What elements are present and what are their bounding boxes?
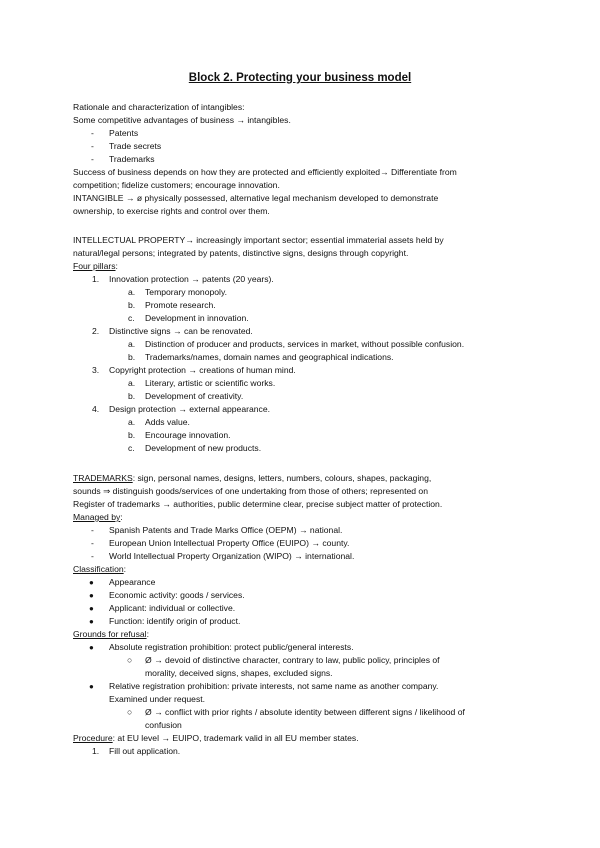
list-item: Economic activity: goods / services.	[109, 590, 245, 600]
bullet-marker: ●	[89, 591, 94, 600]
colon: :	[146, 629, 149, 639]
dash-marker: -	[91, 128, 94, 138]
procedure-label: Procedure	[73, 733, 113, 743]
paragraph-line	[73, 472, 431, 485]
list-number: 2.	[92, 326, 100, 336]
dash-marker: -	[91, 141, 94, 151]
section-label	[73, 628, 149, 641]
dash-marker: -	[91, 154, 94, 164]
circle-marker: ○	[127, 707, 133, 717]
sub-item: confusion	[145, 720, 182, 730]
trademarks-definition: : sign, personal names, designs, letters, numbers, colours, shapes, packaging,	[132, 473, 432, 483]
list-number: 1.	[92, 746, 100, 756]
sub-item: Promote research.	[145, 300, 216, 310]
paragraph-line: competition; fidelize customers; encourage innovation.	[73, 180, 280, 190]
managed-by-label: Managed by	[73, 512, 121, 522]
sub-item: Literary, artistic or scientific works.	[145, 378, 276, 388]
paragraph-line: INTANGIBLE → ø physically possessed, alternative legal mechanism developed to demonstrate	[73, 193, 439, 203]
sub-item: Development of new products.	[145, 443, 262, 453]
dash-marker: -	[91, 551, 94, 561]
intro-advantages: Some competitive advantages of business → intangibles.	[73, 115, 291, 125]
colon: :	[120, 512, 123, 522]
list-item: Spanish Patents and Trade Marks Office (OEPM) → national.	[109, 525, 343, 535]
section-label	[73, 260, 118, 273]
list-item: Applicant: individual or collective.	[109, 603, 236, 613]
list-letter: a.	[128, 378, 136, 388]
list-item: Trade secrets	[109, 141, 162, 151]
list-item: Function: identify origin of product.	[109, 616, 241, 626]
list-item: Relative registration prohibition: private interests, not same name as another company.	[109, 681, 439, 691]
sub-item: Distinction of producer and products, services in market, without possible confusion.	[145, 339, 465, 349]
bullet-marker: ●	[89, 682, 94, 691]
list-letter: c.	[128, 443, 135, 453]
bullet-marker: ●	[89, 604, 94, 613]
bullet-marker: ●	[89, 643, 94, 652]
sub-item: Development of creativity.	[145, 391, 244, 401]
list-letter: b.	[128, 430, 136, 440]
grounds-label: Grounds for refusal	[73, 629, 147, 639]
bullet-marker: ●	[89, 617, 94, 626]
sub-item: morality, deceived signs, shapes, excluded signs.	[145, 668, 333, 678]
colon: :	[123, 564, 127, 574]
list-letter: b.	[128, 391, 136, 401]
list-letter: a.	[128, 417, 136, 427]
procedure-text: : at EU level → EUIPO, trademark valid in all EU member states.	[112, 733, 359, 743]
list-item: Copyright protection → creations of human mind.	[109, 365, 296, 375]
paragraph-line: natural/legal persons; integrated by patents, distinctive signs, designs through copyright.	[73, 248, 409, 258]
dash-marker: -	[91, 525, 94, 535]
paragraph-line: sounds ⇒ distinguish goods/services of one undertaking from those of others; represented on	[73, 486, 428, 496]
sub-item: Ø → conflict with prior rights / absolute identity between different signs / likelihood of	[145, 707, 465, 717]
list-letter: b.	[128, 352, 136, 362]
list-item: Appearance	[109, 577, 156, 587]
list-item: Fill out application.	[109, 746, 181, 756]
list-item: World Intellectual Property Organization (WIPO) → international.	[109, 551, 355, 561]
list-item: Patents	[109, 128, 139, 138]
circle-marker: ○	[127, 655, 133, 665]
page-title: Block 2. Protecting your business model	[188, 72, 412, 84]
list-number: 1.	[92, 274, 100, 284]
paragraph-line: Success of business depends on how they are protected and efficiently exploited→ Differentiate from	[73, 167, 457, 177]
paragraph-line	[73, 732, 359, 745]
list-number: 4.	[92, 404, 100, 414]
list-item: Design protection → external appearance.	[109, 404, 270, 414]
sub-item: Encourage innovation.	[145, 430, 231, 440]
paragraph-line: Register of trademarks → authorities, public determine clear, precise subject matter of protection.	[73, 499, 443, 509]
paragraph-line: ownership, to exercise rights and control over them.	[73, 206, 270, 216]
list-letter: b.	[128, 300, 136, 310]
colon: :	[115, 261, 118, 271]
section-label	[73, 511, 123, 524]
sub-item: Trademarks/names, domain names and geographical indications.	[145, 352, 394, 362]
intro-heading: Rationale and characterization of intangibles:	[73, 102, 245, 112]
sub-item: Ø → devoid of distinctive character, contrary to law, public policy, principles of	[145, 655, 440, 665]
sub-item: Temporary monopoly.	[145, 287, 227, 297]
classification-label: Classification	[73, 564, 124, 574]
list-letter: a.	[128, 339, 136, 349]
trademarks-label: TRADEMARKS	[73, 473, 133, 483]
section-label	[73, 563, 126, 576]
list-item: Examined under request.	[109, 694, 206, 704]
list-letter: a.	[128, 287, 136, 297]
list-item: Distinctive signs → can be renovated.	[109, 326, 253, 336]
sub-item: Adds value.	[145, 417, 190, 427]
list-letter: c.	[128, 313, 135, 323]
list-item: Absolute registration prohibition: protect public/general interests.	[109, 642, 354, 652]
bullet-marker: ●	[89, 578, 94, 587]
list-number: 3.	[92, 365, 100, 375]
list-item: Trademarks	[109, 154, 155, 164]
list-item: Innovation protection → patents (20 years).	[109, 274, 274, 284]
dash-marker: -	[91, 538, 94, 548]
list-item: European Union Intellectual Property Office (EUIPO) → county.	[109, 538, 350, 548]
sub-item: Development in innovation.	[145, 313, 249, 323]
paragraph-line: INTELLECTUAL PROPERTY→ increasingly important sector; essential immaterial assets held by	[73, 235, 444, 245]
four-pillars-label: Four pillars	[73, 261, 116, 271]
